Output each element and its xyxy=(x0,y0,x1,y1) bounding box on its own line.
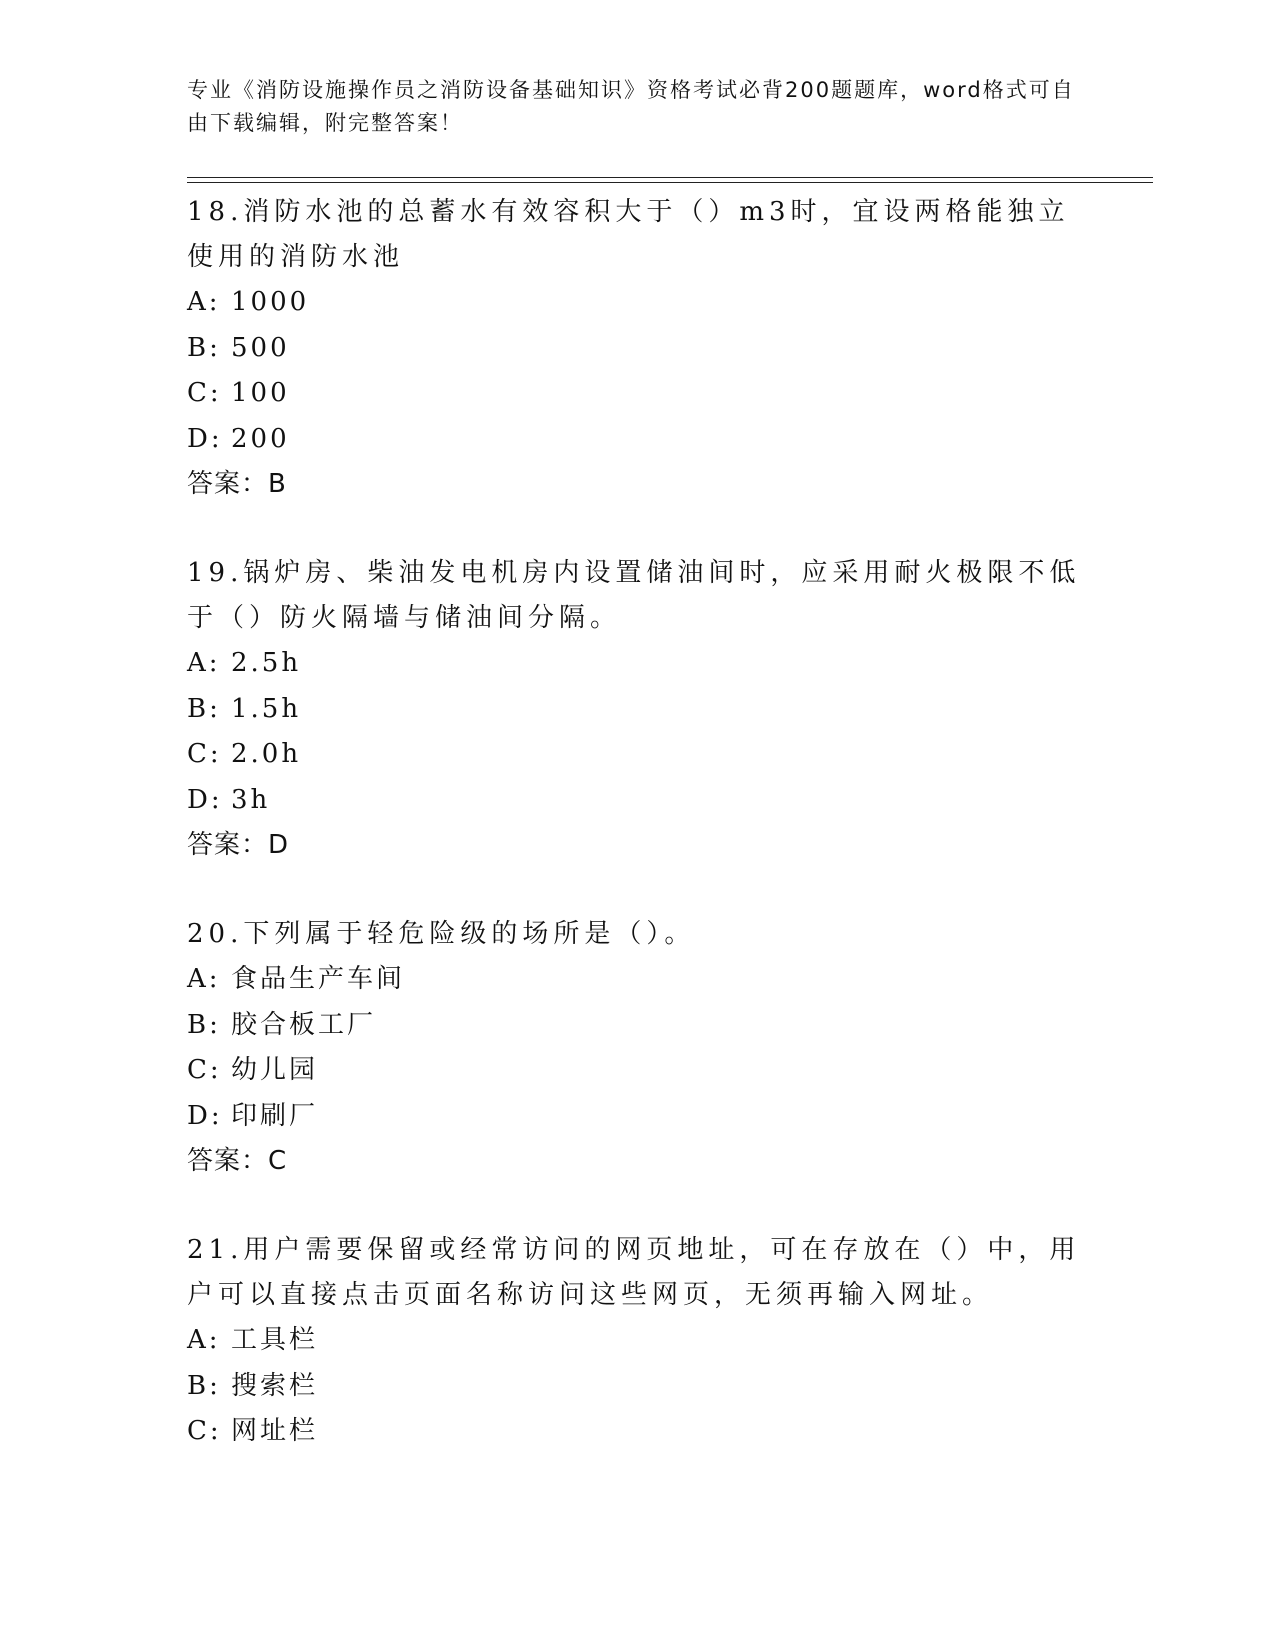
option-a xyxy=(187,1318,1087,1364)
option-key: C: xyxy=(187,378,222,408)
question-18 xyxy=(187,190,1087,507)
option-c xyxy=(187,1409,1087,1455)
option-d xyxy=(187,417,1087,463)
option-b xyxy=(187,326,1087,372)
option-b xyxy=(187,1364,1087,1410)
option-text: 500 xyxy=(231,332,290,363)
question-stem: 21.用户需要保留或经常访问的网页地址，可在存放在（）中，用户可以直接点击页面名称访问这些网页，无须再输入网址。 xyxy=(187,1235,1081,1310)
option-key: D: xyxy=(187,1100,223,1131)
option-key: A: xyxy=(187,964,221,994)
option-text: 100 xyxy=(231,378,290,408)
option-key: C: xyxy=(187,1416,222,1446)
option-c xyxy=(187,732,1087,778)
header-divider-bottom xyxy=(187,182,1153,183)
option-a xyxy=(187,957,1087,1003)
option-text: 网址栏 xyxy=(231,1416,319,1446)
question-list xyxy=(187,190,1087,1499)
option-key: C: xyxy=(187,739,222,769)
option-key: B: xyxy=(187,1009,221,1040)
question-21 xyxy=(187,1228,1087,1455)
option-text: 胶合板工厂 xyxy=(231,1009,377,1040)
option-key: B: xyxy=(187,693,221,724)
option-key: D: xyxy=(187,784,223,815)
option-text: 食品生产车间 xyxy=(231,964,406,994)
question-stem: 20.下列属于轻危险级的场所是（）。 xyxy=(187,919,696,949)
option-b xyxy=(187,1003,1087,1049)
option-a xyxy=(187,280,1087,326)
answer-line: 答案：C xyxy=(187,1146,288,1176)
option-text: 印刷厂 xyxy=(231,1100,319,1131)
option-text: 2.5h xyxy=(231,648,302,678)
option-key: B: xyxy=(187,1370,221,1401)
option-d xyxy=(187,1094,1087,1140)
option-key: A: xyxy=(187,1325,221,1355)
option-key: A: xyxy=(187,287,221,317)
option-key: B: xyxy=(187,332,221,363)
option-c xyxy=(187,371,1087,417)
option-text: 搜索栏 xyxy=(231,1370,319,1401)
document-header: 专业《消防设施操作员之消防设备基础知识》资格考试必背200题题库，word格式可自由下载编辑，附完整答案！ xyxy=(187,78,1075,135)
question-20 xyxy=(187,912,1087,1184)
option-key: C: xyxy=(187,1055,222,1085)
option-text: 1.5h xyxy=(231,693,302,724)
question-stem: 19.锅炉房、柴油发电机房内设置储油间时，应采用耐火极限不低于（）防火隔墙与储油间分隔。 xyxy=(187,558,1081,633)
option-key: A: xyxy=(187,648,221,678)
option-text: 幼儿园 xyxy=(231,1055,319,1085)
answer-line: 答案：D xyxy=(187,830,290,860)
option-text: 2.0h xyxy=(231,739,302,769)
option-text: 工具栏 xyxy=(231,1325,319,1355)
question-stem: 18.消防水池的总蓄水有效容积大于（）m3时，宜设两格能独立使用的消防水池 xyxy=(187,197,1070,272)
option-text: 1000 xyxy=(231,287,310,317)
option-b xyxy=(187,687,1087,733)
option-c xyxy=(187,1048,1087,1094)
option-d xyxy=(187,778,1087,824)
option-key: D: xyxy=(187,423,223,454)
option-text: 3h xyxy=(231,784,271,815)
question-19 xyxy=(187,551,1087,868)
header-divider-top xyxy=(187,177,1153,178)
option-text: 200 xyxy=(231,423,290,454)
option-a xyxy=(187,641,1087,687)
answer-line: 答案：B xyxy=(187,469,287,499)
